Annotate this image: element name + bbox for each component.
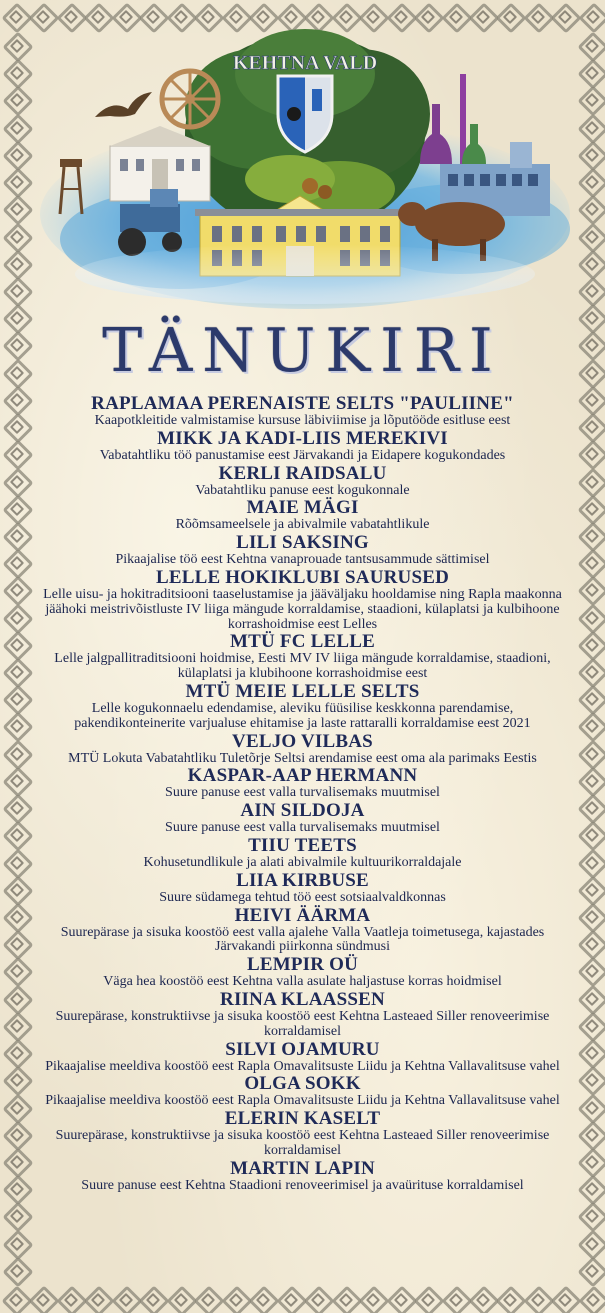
knot-ornament-icon <box>580 959 600 979</box>
knot-ornament-icon <box>580 1259 600 1279</box>
recipient-reason: Lelle jalgpallitraditsiooni hoidmise, Eesti MV IV liiga mängude korraldamise, staadioni, külaplatsi ja klubihoone korrashoidmise eest <box>54 651 551 682</box>
knot-ornament-icon <box>580 878 600 898</box>
knot-ornament-icon <box>580 551 600 571</box>
knot-ornament-icon <box>5 851 25 871</box>
knot-ornament-icon <box>224 1288 244 1308</box>
page-title: TÄNUKIRI <box>102 316 503 386</box>
knot-ornament-icon <box>141 1288 161 1308</box>
list-item <box>36 533 569 568</box>
knot-ornament-icon <box>580 851 600 871</box>
list-item <box>36 464 569 499</box>
recipient-name: LELLE HOKIKLUBI SAURUSED <box>155 566 450 588</box>
knot-ornament-icon <box>4 1288 24 1308</box>
recipient-name: AIN SILDOJA <box>240 800 365 822</box>
knot-ornament-icon <box>580 442 600 462</box>
recipient-reason: Suure südamega tehtud töö eest sotsiaalvaldkonnas <box>159 889 446 905</box>
knot-ornament-icon <box>580 606 600 626</box>
knot-ornament-icon <box>5 1177 25 1197</box>
recipient-name: MIKK JA KADI-LIIS MEREKIVI <box>157 427 448 449</box>
recipient-name: KASPAR-AAP HERMANN <box>187 765 418 787</box>
list-item <box>36 801 569 836</box>
knot-ornament-icon <box>580 279 600 299</box>
knot-ornament-icon <box>5 660 25 680</box>
recipient-name: MARTIN LAPIN <box>230 1157 375 1179</box>
knot-ornament-icon <box>5 1150 25 1170</box>
recipient-reason: Suurepärase ja sisuka koostöö eest valla ajalehe Valla Vaatleja toimetusega, kajastades Järvakandi piirkonna sündmusi <box>60 924 545 955</box>
knot-ornament-icon <box>580 252 600 272</box>
knot-ornament-icon <box>580 1096 600 1116</box>
knot-ornament-icon <box>580 61 600 81</box>
recipient-reason: Lelle kogukonnaelu edendamise, aleviku füüsilise keskkonna parendamise, pakendikonteinerite varjualuse ehitamise ja laste rattaralli korraldamise eest 2021 <box>74 700 531 731</box>
recipient-reason: Lelle uisu- ja hokitraditsiooni taaselustamise ja jääväljaku hooldamise ning Rapla maakonna jäähoki meistrivõistluste IV liiga mängude korraldamise, staadioni, külaplatsi ja kulbihoone korrashoidmise eest Lelles <box>43 586 562 632</box>
knot-ornament-icon <box>5 88 25 108</box>
knot-ornament-icon <box>5 197 25 217</box>
recipient-name: LEMPIR OÜ <box>246 954 359 976</box>
knot-ornament-icon <box>580 796 600 816</box>
knot-ornament-icon <box>5 388 25 408</box>
recipient-reason: Pikaajalise töö eest Kehtna vanaprouade tantsusammude sättimisel <box>115 552 490 568</box>
knot-ornament-icon <box>5 279 25 299</box>
knot-ornament-icon <box>581 5 601 25</box>
list-item <box>36 1074 569 1109</box>
hawk-icon <box>95 92 152 117</box>
recipient-name: MAIE MÄGI <box>246 497 359 519</box>
recipient-reason: Kaapotkleitide valmistamise kursuse läbiviimise ja lõputööde esitluse eest <box>94 413 511 428</box>
list-item <box>36 568 569 632</box>
recipient-name: SILVI OJAMURU <box>225 1038 380 1060</box>
knot-ornament-icon <box>5 225 25 245</box>
cow-icon <box>415 202 505 246</box>
list-item <box>36 632 569 682</box>
recipient-reason: Suure panuse eest valla turvalisemaks muutmisel <box>165 785 440 801</box>
list-item <box>36 498 569 533</box>
knot-ornament-icon <box>251 1288 271 1308</box>
recipient-name: VELJO VILBAS <box>232 730 373 752</box>
knot-ornament-icon <box>279 1288 299 1308</box>
recipient-name: LIIA KIRBUSE <box>236 869 369 891</box>
watchtower-icon <box>60 159 82 167</box>
knot-ornament-icon <box>389 1288 409 1308</box>
knot-ornament-icon <box>334 1288 354 1308</box>
border-right-ornament <box>575 30 605 1283</box>
knot-ornament-icon <box>580 470 600 490</box>
knot-ornament-icon <box>580 34 600 54</box>
knot-ornament-icon <box>580 497 600 517</box>
knot-ornament-icon <box>580 1204 600 1224</box>
knot-ornament-icon <box>580 116 600 136</box>
knot-ornament-icon <box>5 1041 25 1061</box>
knot-ornament-icon <box>580 1014 600 1034</box>
knot-ornament-icon <box>5 714 25 734</box>
kehtna-vald-banner: KEHTNA VALD <box>232 52 378 74</box>
knot-ornament-icon <box>5 442 25 462</box>
knot-ornament-icon <box>5 1014 25 1034</box>
recipient-name: KERLI RAIDSALU <box>218 462 387 484</box>
knot-ornament-icon <box>4 5 24 25</box>
recipient-reason: Suurepärase, konstruktiivse ja sisuka koostöö eest Kehtna Lasteaed Siller renoveerimise korraldamisel <box>55 1008 550 1039</box>
knot-ornament-icon <box>553 1288 573 1308</box>
recipient-reason: MTÜ Lokuta Vabatahtliku Tuletõrje Seltsi arendamise eest oma ala parimaks Eestis <box>68 750 537 766</box>
list-item <box>36 682 569 732</box>
recipient-name: RIINA KLAASSEN <box>220 988 385 1010</box>
knot-ornament-icon <box>196 1288 216 1308</box>
knot-ornament-icon <box>580 1068 600 1088</box>
knot-ornament-icon <box>416 1288 436 1308</box>
recipient-reason: Vabatahtliku töö panustamise eest Järvakandi ja Eidapere kogukondades <box>99 447 506 463</box>
knot-ornament-icon <box>580 524 600 544</box>
knot-ornament-icon <box>580 170 600 190</box>
knot-ornament-icon <box>5 606 25 626</box>
knot-ornament-icon <box>5 1232 25 1252</box>
knot-ornament-icon <box>5 742 25 762</box>
list-item <box>36 394 569 429</box>
knot-ornament-icon <box>526 1288 546 1308</box>
knot-ornament-icon <box>580 1150 600 1170</box>
knot-ornament-icon <box>580 1041 600 1061</box>
knot-ornament-icon <box>580 932 600 952</box>
recipient-reason: Vabatahtliku panuse eest kogukonnale <box>195 482 410 498</box>
recipient-name: MTÜ MEIE LELLE SELTS <box>185 680 420 702</box>
recipient-reason: Kohusetundlikule ja alati abivalmile kultuurikorraldajale <box>143 854 462 870</box>
recipient-name: OLGA SOKK <box>244 1073 361 1095</box>
knot-ornament-icon <box>580 714 600 734</box>
knot-ornament-icon <box>580 687 600 707</box>
recipient-name: RAPLAMAA PERENAISTE SELTS "PAULIINE" <box>91 393 514 414</box>
knot-ornament-icon <box>580 823 600 843</box>
knot-ornament-icon <box>31 1288 51 1308</box>
knot-ornament-icon <box>5 170 25 190</box>
knot-ornament-icon <box>5 1259 25 1279</box>
knot-ornament-icon <box>580 197 600 217</box>
recipient-reason: Suure panuse eest Kehtna Staadioni renoveerimisel ja avaürituse korraldamisel <box>81 1177 524 1193</box>
list-item <box>36 836 569 871</box>
knot-ornament-icon <box>5 578 25 598</box>
border-bottom-ornament <box>0 1283 605 1313</box>
recipient-reason: Rõõmsameelsele ja abivalmile vabatahtlikule <box>175 517 430 533</box>
recipient-reason: Väga hea koostöö eest Kehtna valla asulate haljastuse korras hoidmisel <box>103 974 502 990</box>
knot-ornament-icon <box>581 1288 601 1308</box>
recipient-reason: Suurepärase, konstruktiivse ja sisuka koostöö eest Kehtna Lasteaed Siller renoveerimise korraldamisel <box>55 1128 550 1158</box>
knot-ornament-icon <box>59 1288 79 1308</box>
knot-ornament-icon <box>5 34 25 54</box>
recipient-name: ELERIN KASELT <box>224 1108 381 1130</box>
recipient-reason: Suure panuse eest valla turvalisemaks muutmisel <box>165 820 440 836</box>
border-left-ornament <box>0 30 30 1283</box>
knot-ornament-icon <box>169 1288 189 1308</box>
knot-ornament-icon <box>86 1288 106 1308</box>
knot-ornament-icon <box>5 143 25 163</box>
list-item <box>36 955 569 990</box>
knot-ornament-icon <box>444 1288 464 1308</box>
knot-ornament-icon <box>580 143 600 163</box>
list-item <box>36 429 569 464</box>
knot-ornament-icon <box>580 633 600 653</box>
knot-ornament-icon <box>5 415 25 435</box>
recipient-name: LILI SAKSING <box>236 532 369 554</box>
knot-ornament-icon <box>580 578 600 598</box>
knot-ornament-icon <box>5 905 25 925</box>
knot-ornament-icon <box>5 470 25 490</box>
knot-ornament-icon <box>306 1288 326 1308</box>
list-item <box>36 1040 569 1075</box>
knot-ornament-icon <box>361 1288 381 1308</box>
knot-ornament-icon <box>5 1068 25 1088</box>
knot-ornament-icon <box>580 415 600 435</box>
header-illustration <box>40 14 570 314</box>
knot-ornament-icon <box>5 823 25 843</box>
recipient-name: MTÜ FC LELLE <box>230 631 375 653</box>
list-item <box>36 1109 569 1159</box>
knot-ornament-icon <box>5 1204 25 1224</box>
knot-ornament-icon <box>5 116 25 136</box>
knot-ornament-icon <box>5 878 25 898</box>
knot-ornament-icon <box>5 497 25 517</box>
knot-ornament-icon <box>5 633 25 653</box>
list-item <box>36 766 569 801</box>
knot-ornament-icon <box>580 1232 600 1252</box>
knot-ornament-icon <box>5 252 25 272</box>
list-item <box>36 732 569 767</box>
recipient-reason: Pikaajalise meeldiva koostöö eest Rapla Omavalitsuste Liidu ja Kehtna Vallavalitsuse vahel <box>45 1058 560 1074</box>
recipient-reason: Pikaajalise meeldiva koostöö eest Rapla Omavalitsuste Liidu ja Kehtna Vallavalitsuse vahel <box>45 1093 560 1109</box>
knot-ornament-icon <box>580 905 600 925</box>
knot-ornament-icon <box>5 959 25 979</box>
knot-ornament-icon <box>580 225 600 245</box>
list-item <box>36 871 569 906</box>
knot-ornament-icon <box>5 769 25 789</box>
list-item <box>36 1159 569 1194</box>
knot-ornament-icon <box>498 1288 518 1308</box>
tractor-icon <box>120 204 180 232</box>
recipient-name: TIIU TEETS <box>248 834 357 856</box>
knot-ornament-icon <box>580 388 600 408</box>
knot-ornament-icon <box>580 1177 600 1197</box>
knot-ornament-icon <box>5 524 25 544</box>
kehtna-collage-illustration <box>40 14 570 314</box>
knot-ornament-icon <box>5 932 25 952</box>
knot-ornament-icon <box>5 551 25 571</box>
knot-ornament-icon <box>471 1288 491 1308</box>
knot-ornament-icon <box>5 61 25 81</box>
knot-ornament-icon <box>580 660 600 680</box>
knot-ornament-icon <box>5 987 25 1007</box>
knot-ornament-icon <box>580 1123 600 1143</box>
knot-ornament-icon <box>114 1288 134 1308</box>
knot-ornament-icon <box>580 742 600 762</box>
knot-ornament-icon <box>580 769 600 789</box>
list-item <box>36 990 569 1040</box>
recipient-name: HEIVI ÄÄRMA <box>234 904 371 926</box>
knot-ornament-icon <box>580 987 600 1007</box>
list-item <box>36 906 569 956</box>
knot-ornament-icon <box>5 796 25 816</box>
knot-ornament-icon <box>5 687 25 707</box>
knot-ornament-icon <box>580 88 600 108</box>
knot-ornament-icon <box>5 1123 25 1143</box>
recipients-list <box>36 394 569 1194</box>
knot-ornament-icon <box>5 1096 25 1116</box>
